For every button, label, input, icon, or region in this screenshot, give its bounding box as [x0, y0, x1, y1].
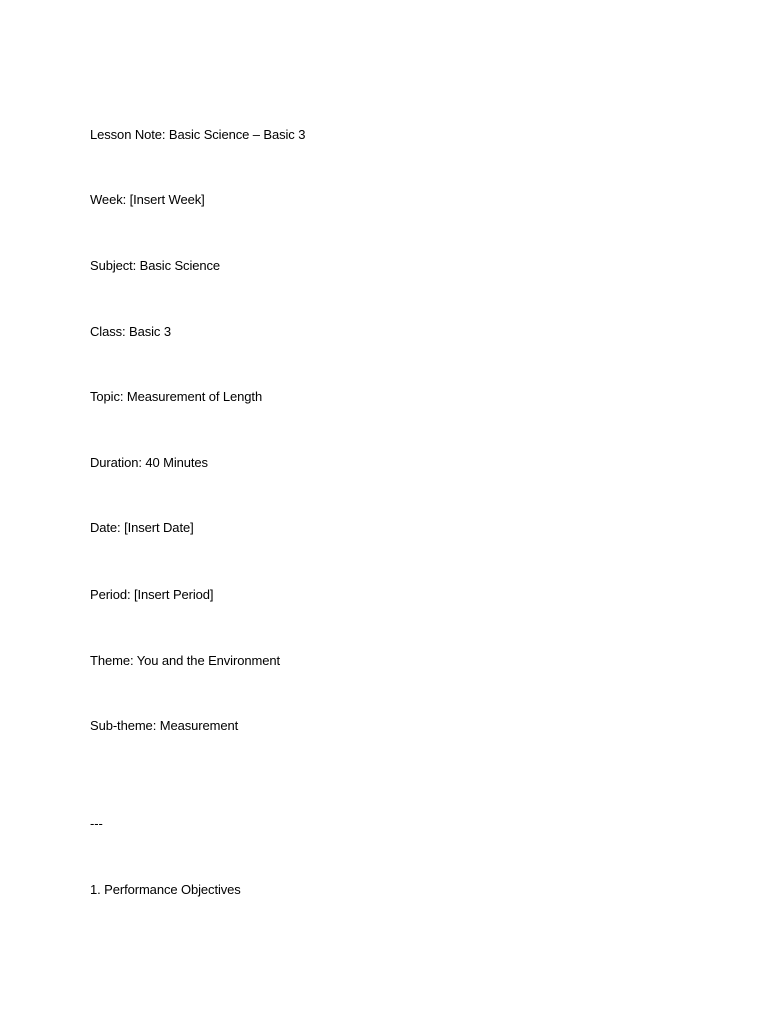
class-line: Class: Basic 3 — [90, 324, 171, 339]
theme-line: Theme: You and the Environment — [90, 653, 280, 668]
section-heading-objectives: 1. Performance Objectives — [90, 882, 241, 897]
subject-line: Subject: Basic Science — [90, 258, 221, 273]
date-line: Date: [Insert Date] — [90, 520, 194, 535]
period-line: Period: [Insert Period] — [90, 587, 214, 602]
section-divider: --- — [90, 816, 103, 831]
lesson-note-title: Lesson Note: Basic Science – Basic 3 — [90, 127, 306, 142]
topic-line: Topic: Measurement of Length — [90, 389, 263, 404]
sub-theme-line: Sub-theme: Measurement — [90, 718, 239, 733]
duration-line: Duration: 40 Minutes — [90, 455, 208, 470]
week-line: Week: [Insert Week] — [90, 192, 205, 207]
